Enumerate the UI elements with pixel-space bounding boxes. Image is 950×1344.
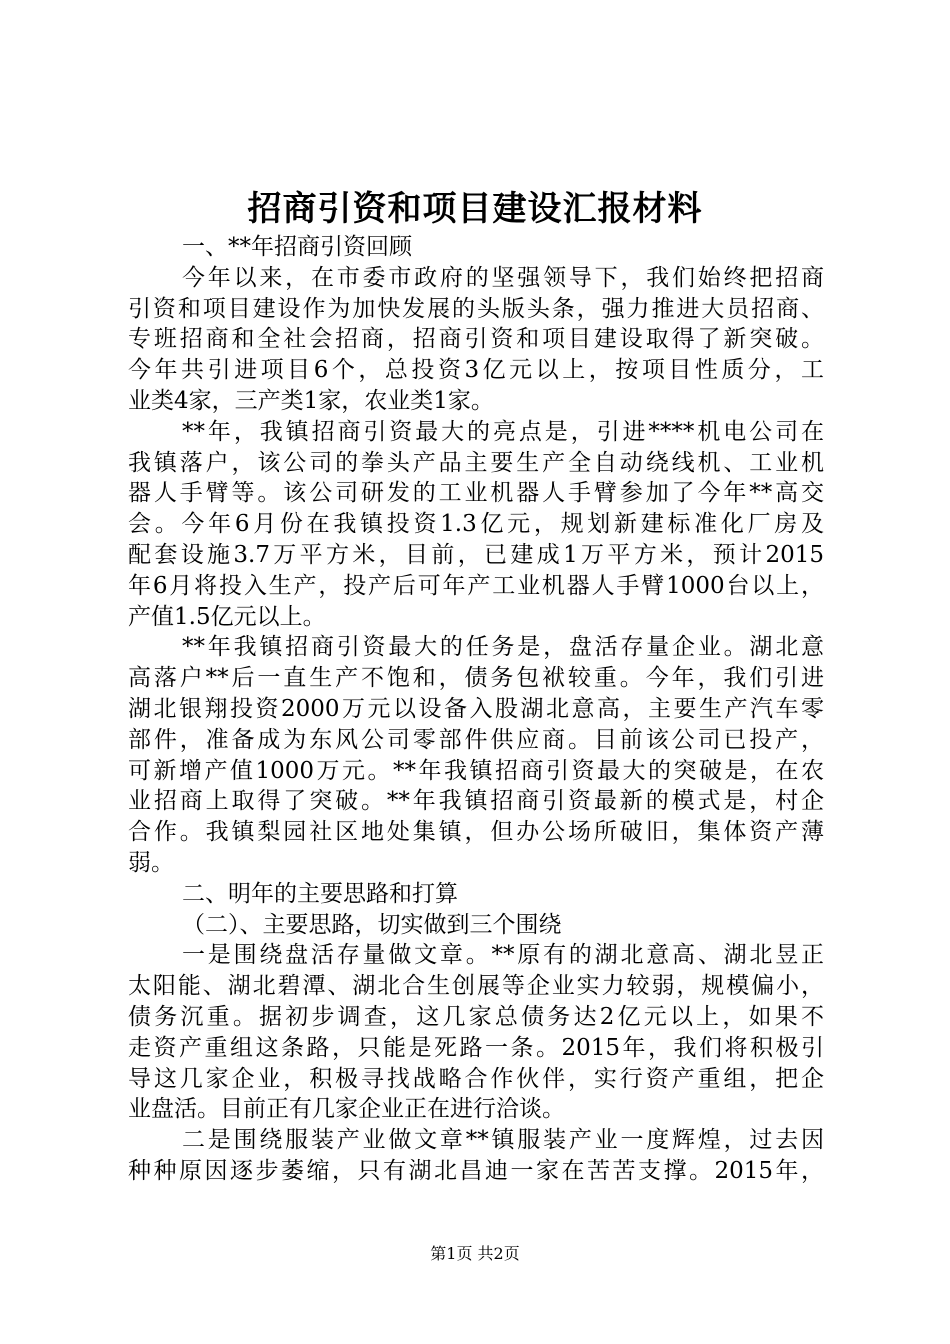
- text-line: （二）、主要思路，切实做到三个围绕: [182, 911, 562, 938]
- text-line: 我镇落户，该公司的拳头产品主要生产全自动绕线机、工业机: [128, 449, 824, 476]
- text-line: 走资产重组这条路，只能是死路一条。2015年，我们将积极引: [128, 1034, 824, 1061]
- text-line: 配套设施3.7万平方米，目前，已建成1万平方米，预计2015: [128, 541, 824, 568]
- text-line: 弱。: [128, 849, 174, 876]
- text-line: 今年以来，在市委市政府的坚强领导下，我们始终把招商: [182, 264, 824, 291]
- document-title: 招商引资和项目建设汇报材料: [247, 189, 703, 229]
- text-line: 一、**年招商引资回顾: [182, 234, 412, 260]
- text-line: 导这几家企业，积极寻找战略合作伙伴，实行资产重组，把企: [128, 1065, 824, 1092]
- text-line: 产值1.5亿元以上。: [128, 603, 326, 630]
- text-line: **年我镇招商引资最大的任务是，盘活存量企业。湖北意: [182, 634, 824, 661]
- text-line: 业类4家，三产类1家，农业类1家。: [128, 387, 494, 414]
- text-line: 引资和项目建设作为加快发展的头版头条，强力推进大员招商、: [128, 295, 824, 322]
- text-line: 业招商上取得了突破。**年我镇招商引资最新的模式是，村企: [128, 788, 824, 815]
- text-line: 年6月将投入生产，投产后可年产工业机器人手臂1000台以上，: [128, 572, 824, 599]
- text-line: 种种原因逐步萎缩，只有湖北昌迪一家在苦苦支撑。2015年，: [128, 1157, 824, 1184]
- text-line: 高落户**后一直生产不饱和，债务包袱较重。今年，我们引进: [128, 665, 824, 692]
- text-line: 会。今年6月份在我镇投资1.3亿元，规划新建标准化厂房及: [128, 511, 824, 538]
- text-line: 器人手臂等。该公司研发的工业机器人手臂参加了今年**高交: [128, 480, 824, 507]
- text-line: **年，我镇招商引资最大的亮点是，引进****机电公司在: [182, 418, 824, 445]
- text-line: 二是围绕服装产业做文章**镇服装产业一度辉煌，过去因: [182, 1127, 824, 1154]
- text-line: 湖北银翔投资2000万元以设备入股湖北意高，主要生产汽车零: [128, 695, 824, 722]
- page-footer: 第1页 共2页: [430, 1244, 520, 1263]
- text-line: 可新增产值1000万元。**年我镇招商引资最大的突破是，在农: [128, 757, 824, 784]
- text-line: 业盘活。目前正有几家企业正在进行洽谈。: [128, 1096, 565, 1123]
- text-line: 合作。我镇梨园社区地处集镇，但办公场所破旧，集体资产薄: [128, 819, 824, 846]
- text-line: 一是围绕盘活存量做文章。**原有的湖北意高、湖北昱正: [182, 942, 824, 969]
- text-line: 二、明年的主要思路和打算: [182, 880, 458, 907]
- text-line: 太阳能、湖北碧潭、湖北合生创展等企业实力较弱，规模偏小，: [128, 973, 824, 1000]
- text-line: 专班招商和全社会招商，招商引资和项目建设取得了新突破。: [128, 326, 824, 353]
- text-line: 今年共引进项目6个，总投资3亿元以上，按项目性质分，工: [128, 357, 824, 384]
- text-line: 部件，准备成为东风公司零部件供应商。目前该公司已投产，: [128, 726, 824, 753]
- document-body: [128, 232, 824, 1187]
- text-line: 债务沉重。据初步调查，这几家总债务达2亿元以上，如果不: [128, 1003, 824, 1030]
